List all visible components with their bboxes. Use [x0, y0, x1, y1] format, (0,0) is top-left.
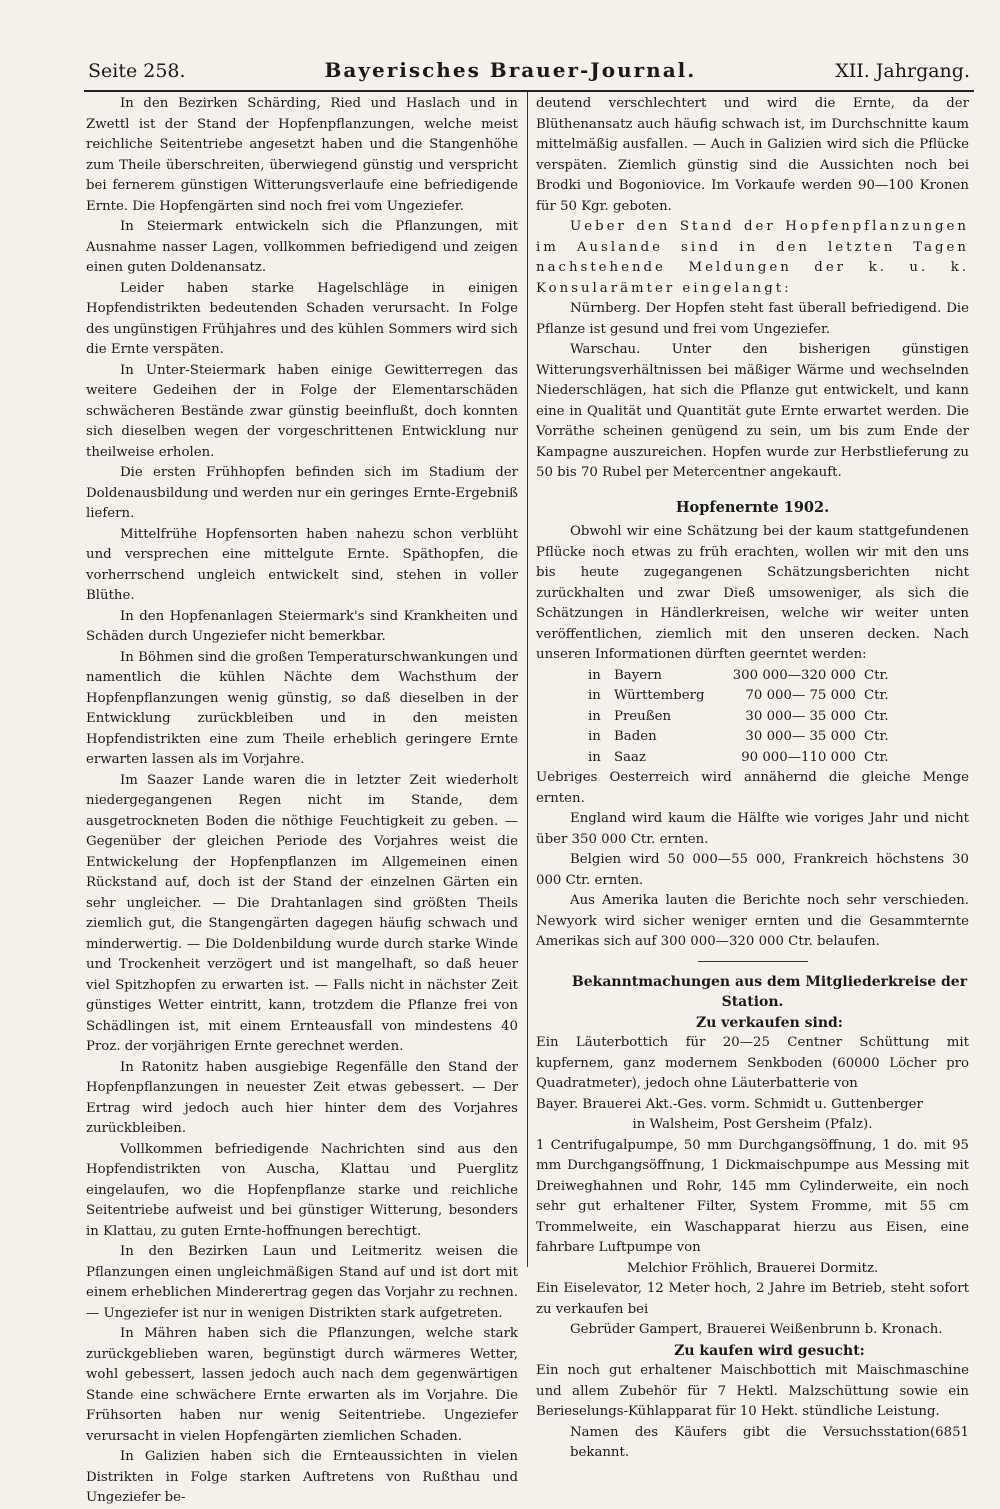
harvest-row — [588, 707, 889, 728]
journal-title: Bayerisches Brauer-Journal. — [324, 58, 697, 82]
paragraph: In Böhmen sind die großen Temperaturschwankungen und namentlich die kühlen Nächte dem Wachsthum der Hopfenpflanzungen wenig günstig, so daß dieselben in der Entwicklung zurückbleiben und in den meisten Hopfendistrikten eine zum Theile erheblich geringere Ernte erwarten lassen als im Vorjahre. — [86, 649, 518, 767]
harvest-prep: in — [588, 708, 601, 724]
section-heading: Hopfenernte 1902. — [675, 498, 830, 516]
harvest-value: 30 000— 35 000 — [745, 729, 856, 744]
harvest-prep: in — [588, 729, 601, 744]
page-header — [88, 58, 970, 88]
harvest-region: Preußen — [614, 708, 672, 724]
harvest-unit: Ctr. — [864, 749, 889, 765]
ad-reference: (6851 — [929, 1424, 969, 1440]
harvest-prep: in — [588, 667, 601, 683]
ad-seller: Melchior Fröhlich, Brauerei Dormitz. — [626, 1260, 879, 1276]
harvest-row — [588, 686, 889, 707]
left-column — [86, 94, 518, 1509]
ad-contact-note: Namen des Käufers gibt die Versuchsstation bekannt. — [570, 1424, 930, 1460]
harvest-region: Saaz — [614, 749, 646, 765]
right-column — [536, 94, 969, 1464]
harvest-row — [588, 727, 889, 748]
announcements-heading: Bekanntmachungen aus dem Mitgliederkreise der Station. — [571, 973, 968, 1010]
harvest-region: Württemberg — [614, 688, 705, 703]
paragraph: deutend verschlechtert und wird die Ernte, da der Blüthenansatz auch häufig schwach ist, im Durchschnitte kaum mittelmäßig ausfallen. — Auch in Galizien wird sich die Pflücke verspäten. Ziemlich günstig sind die Aussichten noch bei Brodki und Bogoniovice. Im Vorkaufe werden 90—100 Kronen für 50 Kgr. geboten. — [536, 96, 969, 214]
harvest-region: Bayern — [614, 667, 662, 683]
harvest-row — [588, 666, 889, 687]
header-rule — [84, 90, 974, 92]
paragraph: In den Bezirken Schärding, Ried und Haslach und in Zwettl ist der Stand der Hopfenpflanzungen, welche meist reichliche Seitentriebe angesetzt haben und die Stangenhöhe zum Theile überschreiten, überwiegend günstig und verspricht bei fernerem günstigen Witterungsverlaufe eine befriedigende Ernte. Die Hopfengärten sind noch frei vom Ungeziefer. — [86, 96, 518, 214]
harvest-unit: Ctr. — [864, 667, 889, 683]
page-number: Seite 258. — [88, 60, 186, 82]
paragraph: Im Saazer Lande waren die in letzter Zeit wiederholt niedergegangenen Regen nicht im Stande, dem ausgetrockneten Boden die nöthige Feuchtigkeit zu geben. — Gegenüber der gleichen Periode des Vorjahres weist die Entwickelung der Hopfenpflanzen im Allgemeinen einen Rückstand auf, doch ist der Stand der einzelnen Gärten ein sehr ungleicher. — Die Drahtanlagen sind größten Theils ziemlich gut, die Stangengärten dagegen häufig schwach und minderwertig. — Die Doldenbildung wurde durch starke Winde und Trockenheit verzögert und ist mangelhaft, so daß heuer viel Spitzhopfen zu erwarten ist. — Falls nicht in nächster Zeit günstiges Wetter eintritt, kann, trotzdem die Pflanze frei von Schädlingen ist, mit einem Ernteausfall von mindestens 40 Proz. der vorjährigen Ernte gerechnet werden. — [86, 772, 518, 1054]
paragraph: In den Bezirken Laun und Leitmeritz weisen die Pflanzungen einen ungleichmäßigen Stand auf und ist dort mit einem erheblichen Minderertrag gegen das Vorjahr zu rechnen. — Ungeziefer ist nur in wenigen Distrikten stark aufgetreten. — [86, 1244, 518, 1321]
paragraph: Obwohl wir eine Schätzung bei der kaum stattgefundenen Pflücke noch etwas zu früh erachten, wollen wir mit den uns bis heute zugegangenen Schätzungsberichten nicht zurückhalten und zwar Dieß umsoweniger, als sich die Schätzungen in Händlerkreisen, welche wir weiter unten veröffentlichen, ziemlich mit den unseren decken. Nach unseren Informationen dürften geerntet werden: — [536, 524, 969, 662]
paragraph: Belgien wird 50 000—55 000, Frankreich höchstens 30 000 Ctr. ernten. — [536, 852, 969, 888]
harvest-table — [588, 666, 889, 769]
harvest-value: 30 000— 35 000 — [745, 708, 856, 724]
paragraph: England wird kaum die Hälfte wie voriges Jahr und nicht über 350 000 Ctr. ernten. — [536, 811, 969, 847]
harvest-prep: in — [588, 749, 601, 765]
harvest-region: Baden — [614, 729, 657, 744]
paragraph: Die ersten Frühhopfen befinden sich im Stadium der Doldenausbildung und werden nur ein geringes Ernte-Ergebniß liefern. — [86, 465, 518, 521]
paragraph: In Unter-Steiermark haben einige Gewitterregen das weitere Gedeihen der in Folge der Elementarschäden schwächeren Bestände zwar günstig beeinflußt, doch konnten sich dieselben wegen der vorgeschrittenen Entwicklung nur theilweise erholen. — [86, 362, 518, 460]
paragraph: In Galizien haben sich die Ernteaussichten in vielen Distrikten in Folge starken Auftretens von Rußthau und Ungeziefer be- — [86, 1449, 518, 1505]
column-divider — [527, 92, 528, 1267]
harvest-unit: Ctr. — [864, 708, 889, 724]
ad-seller: Gebrüder Gampert, Brauerei Weißenbrunn b. Kronach. — [570, 1322, 943, 1337]
for-sale-heading: Zu verkaufen sind: — [696, 1014, 843, 1031]
paragraph: Mittelfrühe Hopfensorten haben nahezu schon verblüht und versprechen eine mittelgute Ernte. Späthopfen, die vorherrschend ungleich entwickelt sind, stehen in voller Blüthe. — [86, 526, 518, 603]
ad-text: Ein noch gut erhaltener Maischbottich mit Maischmaschine und allem Zubehör für 7 Hektl. Malzschüttung sowie ein Berieselungs-Kühlapparat für 10 Hekt. stündliche Leistung. — [536, 1363, 969, 1419]
volume: XII. Jahrgang. — [835, 60, 970, 82]
harvest-unit: Ctr. — [864, 729, 889, 744]
paragraph: In den Hopfenanlagen Steiermark's sind Krankheiten und Schäden durch Ungeziefer nicht bemerkbar. — [86, 608, 518, 644]
ad-seller: Bayer. Brauerei Akt.-Ges. vorm. Schmidt u. Guttenberger — [536, 1096, 923, 1112]
paragraph: In Steiermark entwickeln sich die Pflanzungen, mit Ausnahme nasser Lagen, vollkommen befriedigend und zeigen einen guten Doldenansatz. — [86, 219, 518, 275]
paragraph: In Mähren haben sich die Pflanzungen, welche stark zurückgeblieben waren, begünstigt durch wärmeres Wetter, wohl gebessert, lassen jedoch auch nach dem gegenwärtigen Stande eine schwächere Ernte erwarten als im Vorjahre. Die Frühsorten haben nur wenig Seitentriebe. Ungeziefer verursacht in vielen Hopfengärten ziemlichen Schaden. — [86, 1326, 518, 1444]
ad-text: Ein Läuterbottich für 20—25 Centner Schüttung mit kupfernem, ganz modernem Senkboden (60000 Löcher pro Quadratmeter), jedoch ohne Läuterbatterie von — [536, 1035, 969, 1091]
section-rule — [698, 961, 808, 962]
paragraph: Leider haben starke Hagelschläge in einigen Hopfendistrikten bedeutenden Schaden verursacht. In Folge des ungünstigen Frühjahres und des kühlen Sommers wird sich die Ernte verspäten. — [86, 280, 518, 357]
paragraph: Nürnberg. Der Hopfen steht fast überall befriedigend. Die Pflanze ist gesund und frei vom Ungeziefer. — [536, 301, 969, 337]
wanted-heading: Zu kaufen wird gesucht: — [674, 1342, 865, 1359]
paragraph: Warschau. Unter den bisherigen günstigen Witterungsverhältnissen bei mäßiger Wärme und wechselnden Niederschlägen, hat sich die Pflanze gut entwickelt, und kann eine in Qualität und Quantität gute Ernte erwartet werden. Die Vorräthe scheinen genügend zu sein, um bis zum Ende der Kampagne auszureichen. Hopfen wurde zur Herbstlieferung zu 50 bis 70 Rubel per Metercentner angekauft. — [536, 342, 969, 480]
paragraph: Aus Amerika lauten die Berichte noch sehr verschieden. Newyork wird sicher weniger ernten und die Gesammternte Amerikas sich auf 300 000—320 000 Ctr. belaufen. — [536, 893, 969, 949]
harvest-value: 90 000—110 000 — [741, 749, 856, 765]
ad-text: Ein Eiselevator, 12 Meter hoch, 2 Jahre im Betrieb, steht sofort zu verkaufen bei — [536, 1281, 969, 1317]
harvest-row — [588, 748, 889, 769]
harvest-unit: Ctr. — [864, 688, 889, 703]
harvest-prep: in — [588, 688, 601, 703]
harvest-value: 300 000—320 000 — [732, 667, 856, 683]
ad-text: 1 Centrifugalpumpe, 50 mm Durchgangsöffnung, 1 do. mit 95 mm Durchgangsöffnung, 1 Dickmaischpumpe aus Messing mit Dreiweghahnen und Rohr, 145 mm Cylinderweite, ein noch sehr gut erhaltener Filter, System Fromme, mit 55 cm Trommelweite, ein Waschapparat hierzu aus Eisen, eine fahrbare Luftpumpe von — [536, 1137, 969, 1255]
ad-seller-address: in Walsheim, Post Gersheim (Pfalz). — [632, 1117, 873, 1132]
paragraph: Ueber den Stand der Hopfenpflanzungen im Auslande sind in den letzten Tagen nachstehende Meldungen der k. u. k. Konsularämter eingelangt: — [536, 219, 969, 296]
paragraph: Uebriges Oesterreich wird annähernd die gleiche Menge ernten. — [536, 770, 969, 806]
ad-footer — [536, 1423, 969, 1464]
paragraph: In Ratonitz haben ausgiebige Regenfälle den Stand der Hopfenpflanzungen in neuester Zeit etwas gebessert. — Der Ertrag wird jedoch auch hier hinter dem des Vorjahres zurückbleiben. — [86, 1059, 518, 1136]
harvest-value: 70 000— 75 000 — [745, 688, 856, 703]
paragraph: Vollkommen befriedigende Nachrichten sind aus den Hopfendistrikten von Auscha, Klattau und Puerglitz eingelaufen, wo die Hopfenpflanze starke und reichliche Seitentriebe aufweist und bei günstiger Witterung, besonders in Klattau, zu guten Ernte-hoffnungen berechtigt. — [86, 1141, 518, 1239]
